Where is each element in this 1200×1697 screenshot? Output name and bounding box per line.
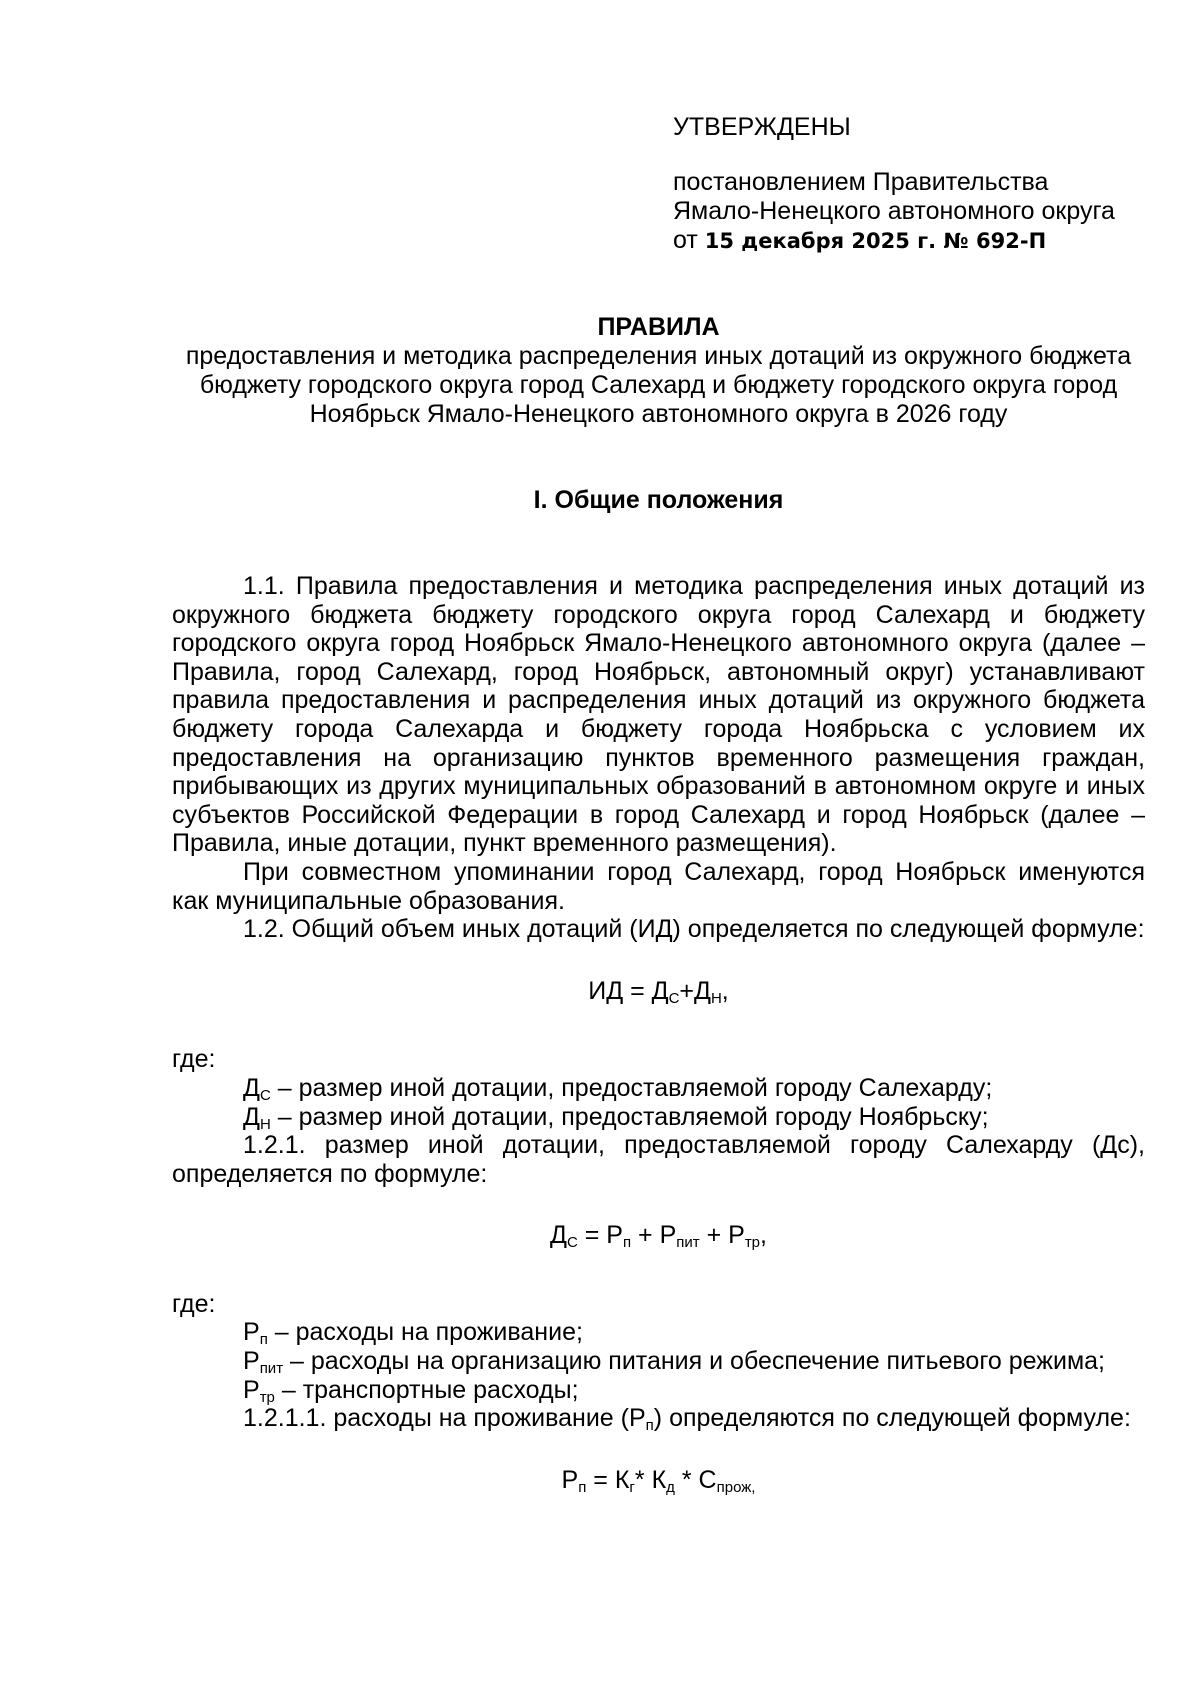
f3-d-sub: прож,: [716, 1478, 756, 1496]
paragraph-joint-mention: При совместном упоминании город Салехард, город Ноябрьск именуются как муниципальные образования.: [172, 857, 1145, 915]
f2-end: ,: [760, 1221, 767, 1250]
document-title: [172, 313, 1145, 429]
where-label-1: где:: [172, 1045, 216, 1074]
formula-total-sub1: С: [668, 989, 680, 1007]
f2-b-sub: п: [622, 1234, 632, 1252]
paragraph-1-2: 1.2. Общий объем иных дотаций (ИД) определяется по следующей формуле:: [243, 915, 1145, 944]
rpit-symbol: Р: [243, 1347, 260, 1376]
paragraph-1-2-1-1: [172, 1404, 1145, 1433]
f2-a: Д: [550, 1221, 567, 1250]
title-heading: ПРАВИЛА: [597, 313, 720, 341]
f2-c-sub: пит: [676, 1234, 700, 1252]
f3-b: = К: [586, 1465, 630, 1494]
rpit-subscript: пит: [259, 1360, 284, 1378]
definition-rpit: [172, 1347, 1145, 1376]
p1211-text: 1.2.1.1. расходы на проживание (Р: [243, 1404, 646, 1433]
where-label-2: где:: [172, 1289, 216, 1318]
p1211-end: ) определяются по следующей формуле:: [653, 1404, 1131, 1433]
f3-c: * К: [634, 1465, 667, 1494]
f2-d-sub: тр: [744, 1234, 761, 1252]
approval-date-line: [673, 226, 1173, 256]
ds-subscript: С: [259, 1086, 271, 1104]
formula-total: [172, 977, 1145, 1006]
ds-text: – размер иной дотации, предоставляемой городу Салехарду;: [270, 1073, 993, 1102]
approval-date-prefix: от: [673, 226, 705, 254]
f2-b: = Р: [577, 1221, 623, 1250]
paragraph-1-1: 1.1. Правила предоставления и методика распределения иных дотаций из окружного бюджета бюджету городского округа город Салехард и бюджету городского округа город Ноябрьск Ямало-Ненецкого автономного округа (далее – Правила, город Салехард, город Ноябрьск, автономный округ) устанавливают правила предоставления и распределения иных дотаций из окружного бюджета бюджету города Салехарда и бюджету города Ноябрьска с условием их предоставления на организацию пунктов временного размещения граждан, прибывающих из других муниципальных образований в автономном округе и иных субъектов Российской Федерации в город Салехард и город Ноябрьск (далее – Правила, иные дотации, пункт временного размещения).: [172, 572, 1145, 858]
rtr-symbol: Р: [243, 1375, 260, 1404]
dn-text: – размер иной дотации, предоставляемой городу Ноябрьску;: [270, 1102, 989, 1131]
f2-c: + Р: [631, 1221, 677, 1250]
document-body: [172, 572, 1145, 1534]
definition-ds: [172, 1074, 1145, 1103]
paragraph-1-2-1: 1.2.1. размер иной дотации, предоставляемой городу Салехарду (Дс), определяется по формуле:: [172, 1131, 1145, 1188]
rp-text: – расходы на проживание;: [267, 1318, 583, 1347]
p1211-sub: п: [645, 1417, 654, 1435]
approval-date-number: 15 декабря 2025 г. № 692-П: [704, 229, 1047, 253]
formula-total-plus: +Д: [679, 976, 711, 1005]
definition-rp: [172, 1318, 1145, 1347]
formula-total-lhs: ИД = Д: [588, 976, 669, 1005]
rp-subscript: п: [259, 1331, 268, 1349]
rtr-subscript: тр: [259, 1388, 275, 1406]
f2-d: + Р: [699, 1221, 745, 1250]
ds-symbol: Д: [243, 1073, 260, 1102]
approval-status: УТВЕРЖДЕНЫ: [673, 113, 851, 141]
formula-total-end: ,: [721, 976, 729, 1005]
f3-c-sub: д: [666, 1478, 675, 1496]
formula-accommodation: [172, 1466, 1145, 1495]
formula-salekhard: [172, 1221, 1145, 1250]
rp-symbol: Р: [243, 1318, 260, 1347]
f3-a: Р: [561, 1465, 579, 1494]
approval-decree: постановлением Правительства: [673, 168, 1049, 196]
rtr-text: – транспортные расходы;: [274, 1375, 579, 1404]
f3-a-sub: п: [578, 1478, 587, 1496]
definition-dn: [172, 1103, 1145, 1132]
approval-gap: [673, 142, 1173, 168]
formula-total-sub2: Н: [710, 989, 722, 1007]
rpit-text: – расходы на организацию питания и обеспечение питьевого режима;: [283, 1347, 1105, 1376]
f3-d: * С: [674, 1465, 717, 1494]
definition-rtr: [172, 1376, 1145, 1405]
approval-authority: Ямало-Ненецкого автономного округа: [673, 197, 1115, 225]
approval-block: [673, 113, 1173, 256]
title-subtitle: предоставления и методика распределения иных дотаций из окружного бюджета бюджету городского округа город Салехард и бюджету городского округа город Ноябрьск Ямало-Ненецкого автономного округа в 2026 году: [185, 342, 1132, 428]
f2-a-sub: С: [566, 1234, 578, 1252]
f3-b-sub: г: [629, 1478, 635, 1496]
dn-subscript: Н: [259, 1115, 271, 1133]
section-heading: I. Общие положения: [533, 486, 784, 514]
dn-symbol: Д: [243, 1102, 260, 1131]
